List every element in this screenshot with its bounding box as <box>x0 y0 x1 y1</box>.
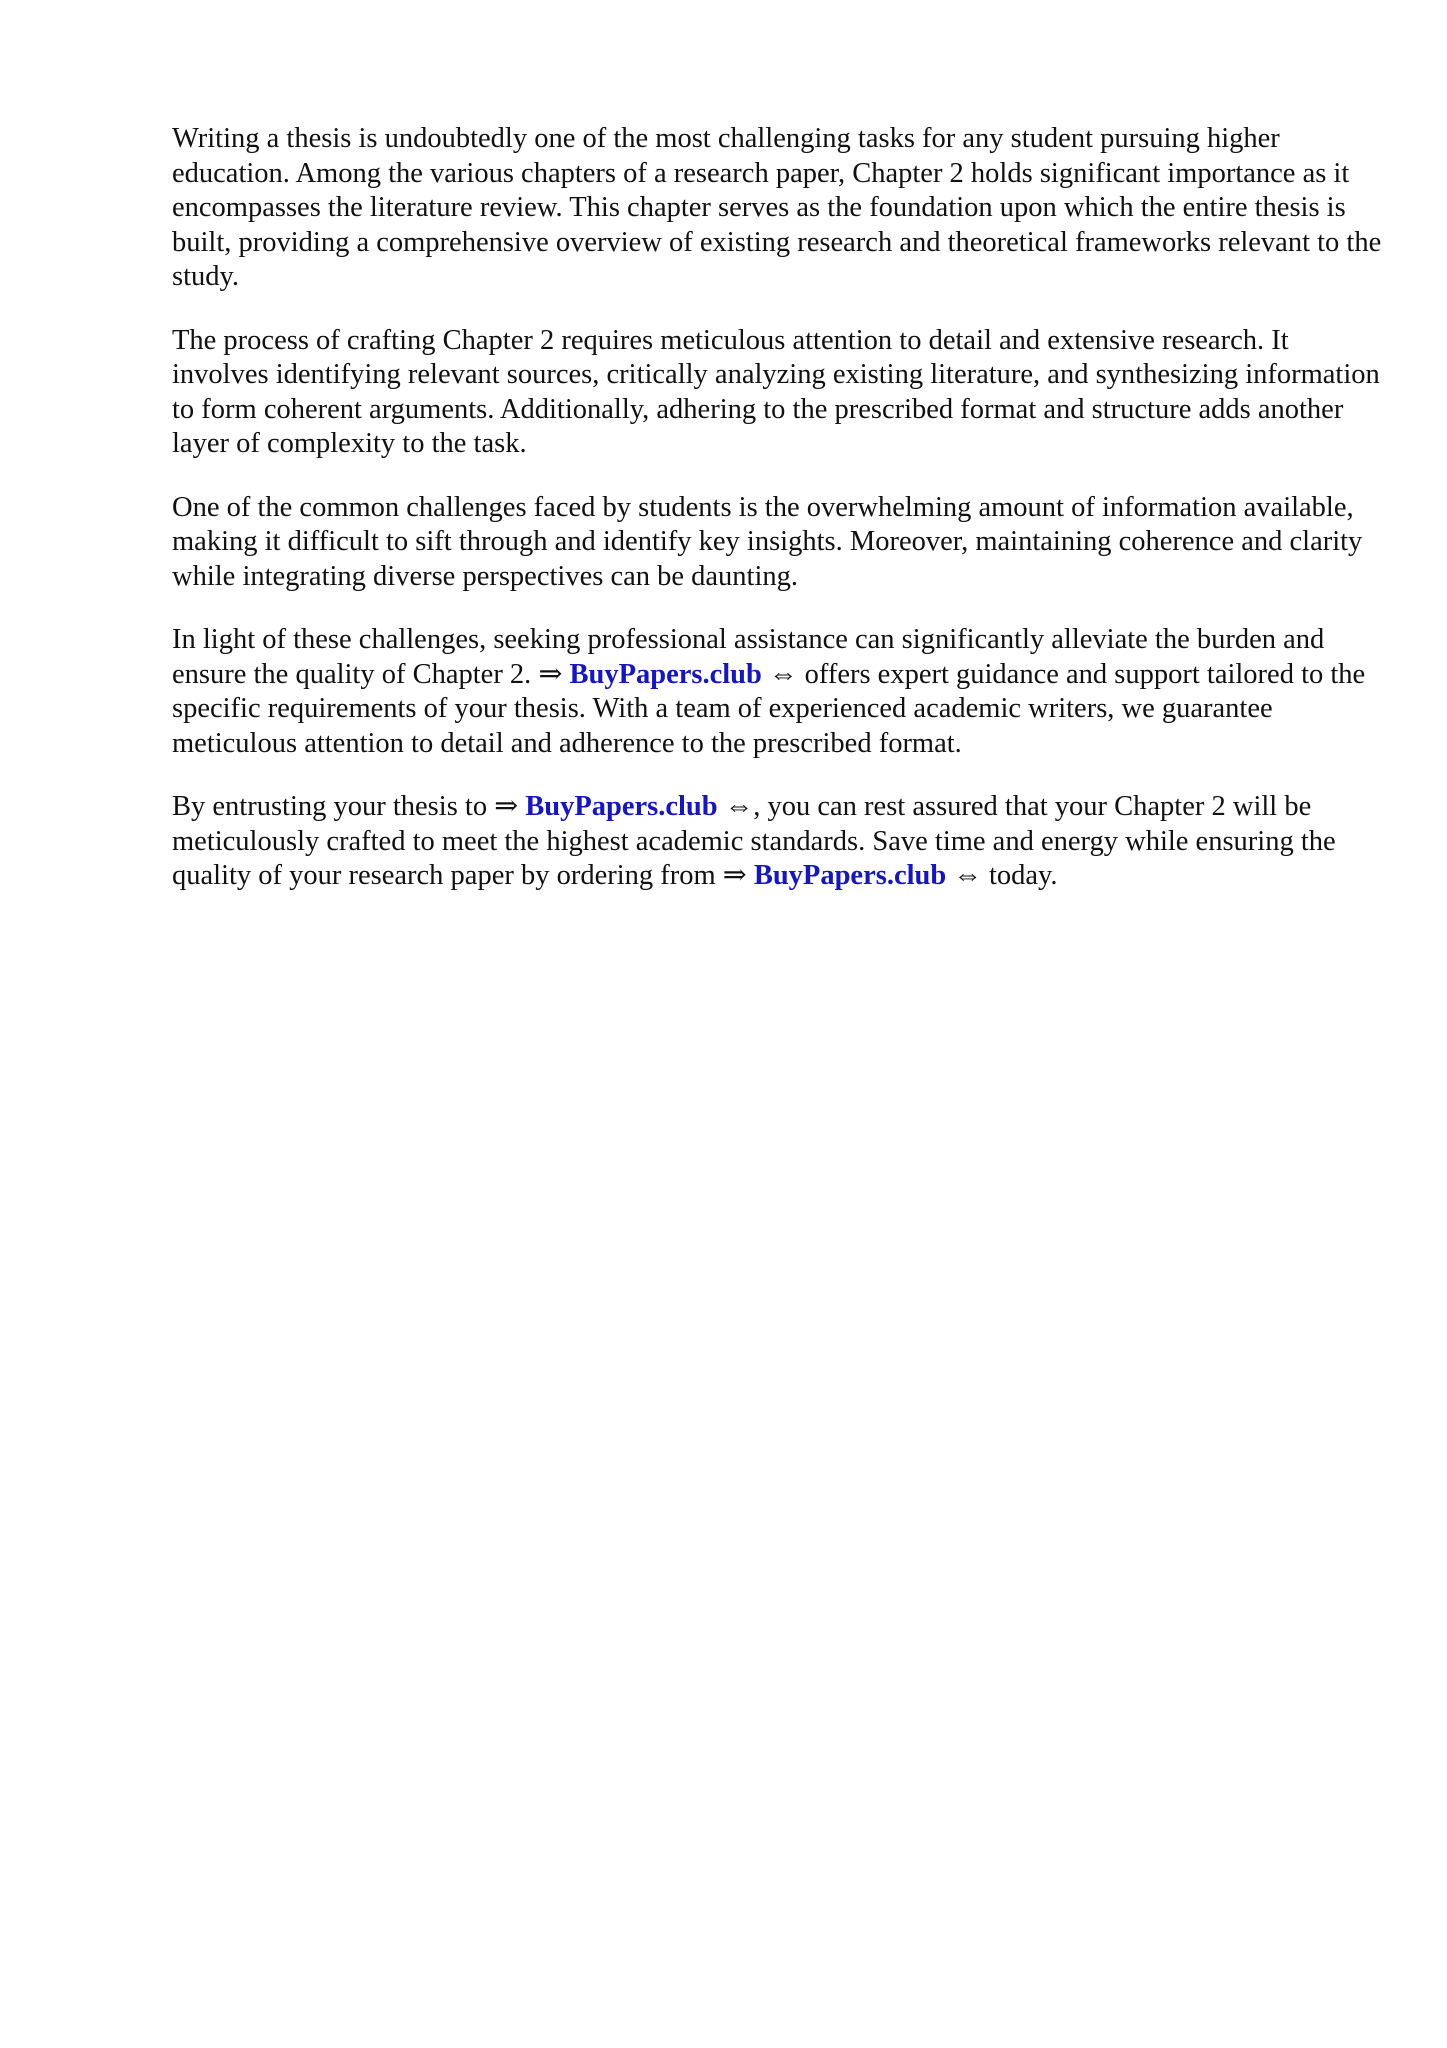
paragraph-text: In light of these challenges, seeking professional assistance can significantly alleviate the burden and ensure the quality of Chapter 2. <box>172 624 1325 690</box>
buypapers-link[interactable]: BuyPapers.club <box>569 658 762 690</box>
paragraph-text: By entrusting your thesis to <box>172 791 488 822</box>
paragraph-assistance <box>172 623 1382 761</box>
double-arrow-icon: ⇔ <box>724 791 754 822</box>
buypapers-link[interactable]: BuyPapers.club <box>525 791 718 822</box>
right-arrow-icon: ⇒ <box>494 791 519 822</box>
document-page <box>172 122 1382 923</box>
paragraph-process: The process of crafting Chapter 2 requires meticulous attention to detail and extensive research. It involves identifying relevant sources, critically analyzing existing literature, and synthesizing information to form coherent arguments. Additionally, adhering to the prescribed format and structure adds another layer of complexity to the task. <box>172 324 1380 459</box>
right-arrow-icon: ⇒ <box>722 860 747 891</box>
buypapers-link[interactable]: BuyPapers.club <box>753 860 947 891</box>
right-arrow-icon: ⇒ <box>538 658 563 690</box>
paragraph-text: today. <box>988 860 1058 891</box>
paragraph-intro: Writing a thesis is undoubtedly one of the most challenging tasks for any student pursuing higher education. Among the various chapters of a research paper, Chapter 2 holds significant importance as it encompasses the literature review. This chapter serves as the foundation upon which the entire thesis is built, providing a comprehensive overview of existing research and theoretical frameworks relevant to the study. <box>172 123 1382 292</box>
double-arrow-icon: ⇔ <box>953 860 982 891</box>
paragraph-text: offers expert guidance and support tailored to the specific requirements of your thesis. With a team of experienced academic writers, we guarantee meticulous attention to detail and adherence to the prescribed format. <box>172 658 1366 759</box>
paragraph-challenges: One of the common challenges faced by students is the overwhelming amount of information available, making it difficult to sift through and identify key insights. Moreover, maintaining coherence and clarity while integrating diverse perspectives can be daunting. <box>172 491 1363 592</box>
paragraph-closing <box>172 790 1382 894</box>
double-arrow-icon: ⇔ <box>768 658 798 690</box>
paragraph-text: , you can rest assured that your Chapter 2 will be meticulously crafted to meet the highest academic standards. Save time and energy while ensuring the quality of your research paper by ordering from <box>172 791 1336 891</box>
